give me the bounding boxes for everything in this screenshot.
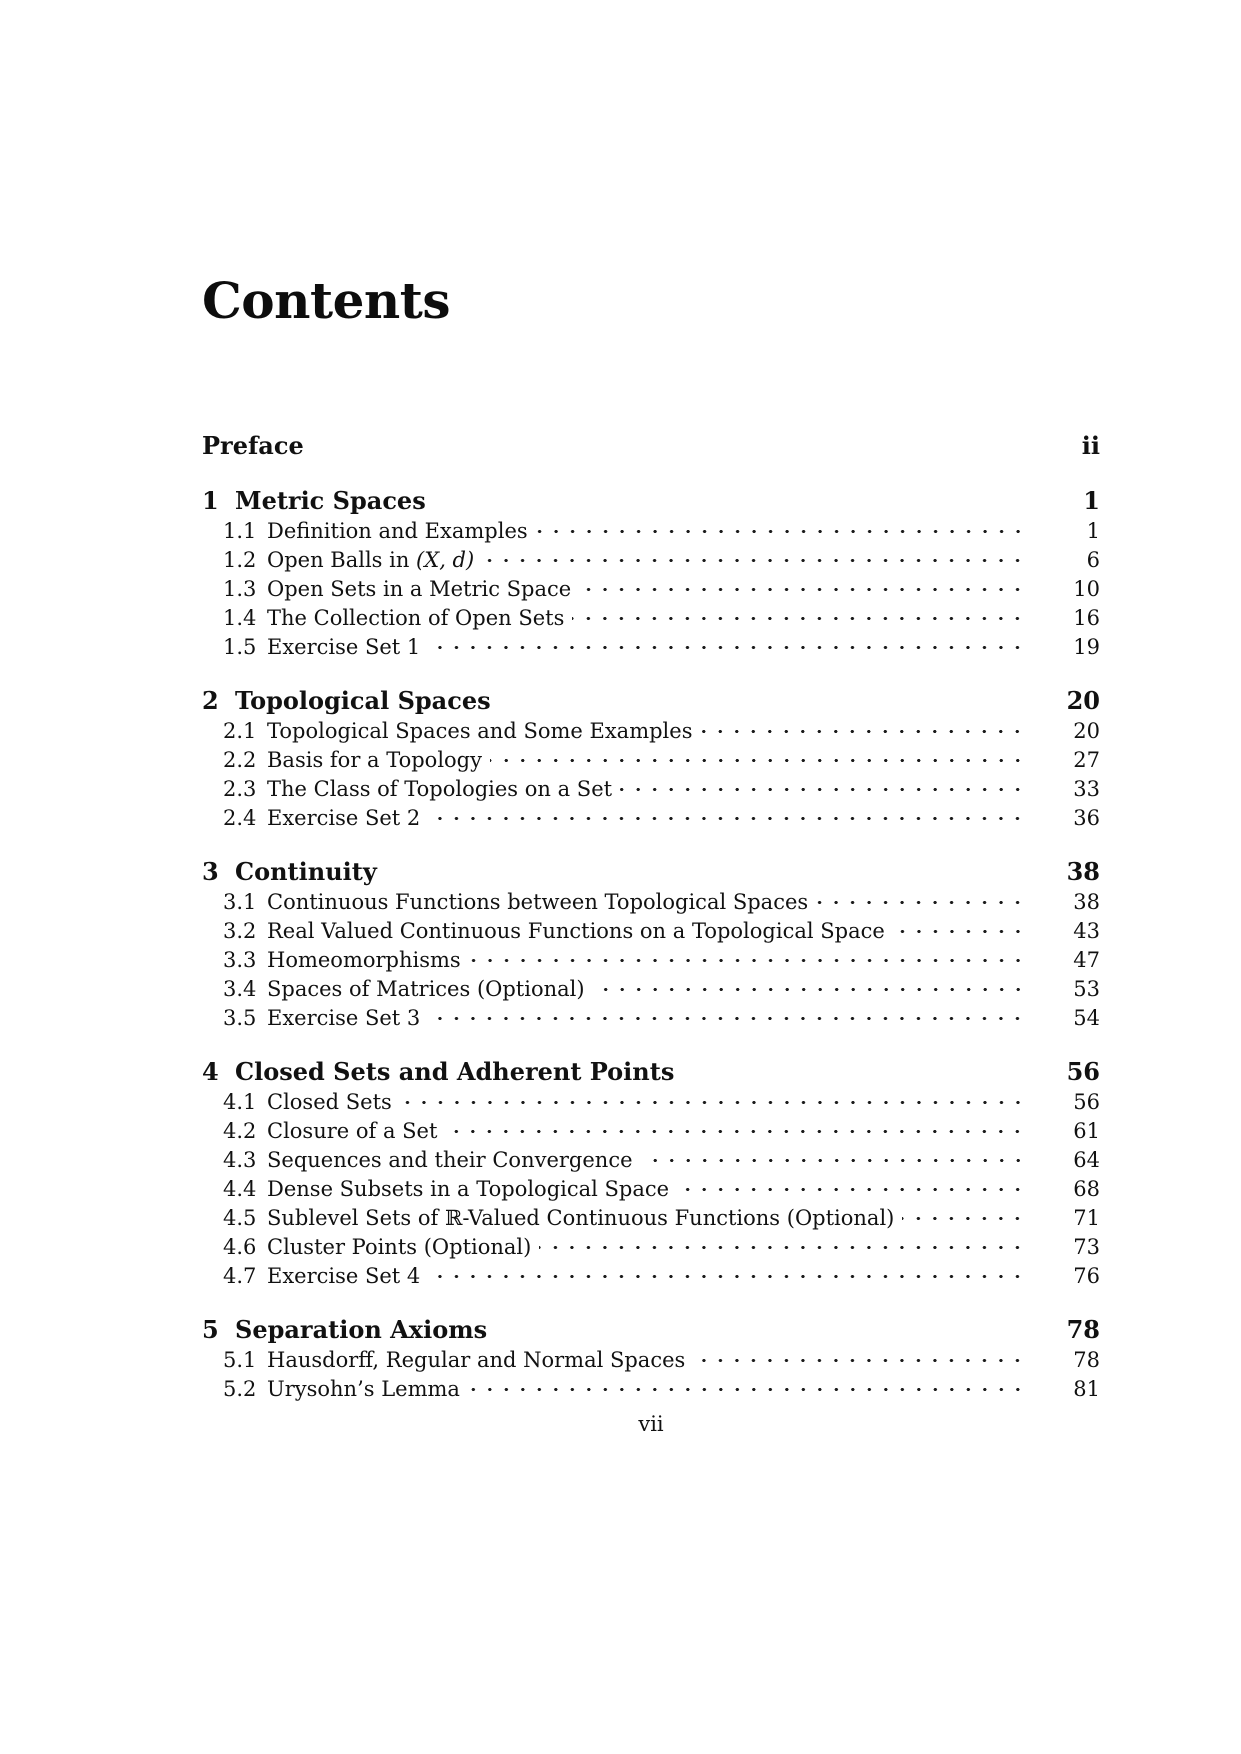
- table-of-contents: [202, 430, 1100, 1404]
- toc-entry-page: 71: [1073, 1205, 1100, 1230]
- toc-entry-title: Spaces of Matrices (Optional): [267, 976, 585, 1001]
- toc-entry-page: 1: [1086, 518, 1100, 543]
- toc-entry-title: Real Valued Continuous Functions on a Topological Space: [267, 918, 885, 943]
- chapter-block: [202, 1314, 1100, 1404]
- toc-entry-title: Separation Axioms: [235, 1314, 488, 1344]
- toc-entry-page: 27: [1073, 747, 1100, 772]
- toc-entry-page: 20: [1073, 718, 1100, 743]
- toc-chapter-row: [202, 685, 1100, 717]
- toc-entry-title: Basis for a Topology: [267, 747, 482, 772]
- toc-entry-page: 33: [1073, 776, 1100, 801]
- toc-entry-page: 19: [1073, 634, 1100, 659]
- toc-entry-number: 1.3: [223, 576, 257, 601]
- toc-entry-title: Topological Spaces: [235, 685, 491, 715]
- toc-entry-number: 4.2: [223, 1118, 257, 1143]
- dot-leader: [572, 604, 1028, 633]
- toc-entry-number: 3.5: [223, 1005, 257, 1030]
- toc-entry-title: Cluster Points (Optional): [267, 1234, 532, 1259]
- dot-leader: [428, 1004, 1028, 1033]
- toc-section-row: [202, 1004, 1100, 1033]
- toc-entry-title: Urysohn’s Lemma: [267, 1376, 460, 1401]
- toc-entry-page: 56: [1066, 1056, 1100, 1086]
- toc-chapter-row: [202, 1314, 1100, 1346]
- dot-leader: [468, 1375, 1028, 1404]
- toc-entry-page: 6: [1086, 547, 1100, 572]
- toc-entry-number: 2: [202, 685, 219, 715]
- toc-entry-page: ii: [1081, 430, 1100, 460]
- toc-section-row: [202, 1233, 1100, 1262]
- toc-section-row: [202, 546, 1100, 575]
- toc-section-row: [202, 946, 1100, 975]
- toc-entry-number: 4.4: [223, 1176, 257, 1201]
- toc-section-row: [202, 1262, 1100, 1291]
- toc-entry-title: The Class of Topologies on a Set: [267, 776, 613, 801]
- toc-entry-title: Dense Subsets in a Topological Space: [267, 1176, 670, 1201]
- toc-section-row: [202, 1117, 1100, 1146]
- toc-section-row: [202, 1204, 1100, 1233]
- dot-leader: [539, 1233, 1028, 1262]
- folio-page-number: vii: [638, 1412, 664, 1436]
- toc-entry-number: 2.4: [223, 805, 257, 830]
- toc-entry-title: Sequences and their Convergence: [267, 1147, 633, 1172]
- toc-entry-page: 78: [1066, 1314, 1100, 1344]
- toc-entry-page: 61: [1073, 1118, 1100, 1143]
- dot-leader: [593, 975, 1028, 1004]
- toc-entry-title: Continuous Functions between Topological Spaces: [267, 889, 809, 914]
- toc-chapter-row: [202, 856, 1100, 888]
- toc-entry-number: 2.1: [223, 718, 257, 743]
- toc-entry-number: 3: [202, 856, 219, 886]
- toc-entry-title: Exercise Set 3: [267, 1005, 421, 1030]
- toc-entry-title: Open Balls in (X, d): [267, 547, 475, 572]
- toc-entry-page: 78: [1073, 1347, 1100, 1372]
- front-matter-block: [202, 430, 1100, 462]
- math-inline: (X, d): [416, 547, 475, 572]
- toc-entry-page: 54: [1073, 1005, 1100, 1030]
- toc-entry-page: 53: [1073, 976, 1100, 1001]
- toc-entry-number: 1.4: [223, 605, 257, 630]
- toc-section-row: [202, 604, 1100, 633]
- dot-leader: [700, 717, 1028, 746]
- toc-section-row: [202, 1088, 1100, 1117]
- dot-leader: [536, 517, 1028, 546]
- toc-entry-page: 47: [1073, 947, 1100, 972]
- toc-entry-page: 73: [1073, 1234, 1100, 1259]
- toc-section-row: [202, 575, 1100, 604]
- toc-entry-number: 2.3: [223, 776, 257, 801]
- toc-entry-page: 81: [1073, 1376, 1100, 1401]
- toc-entry-page: 36: [1073, 805, 1100, 830]
- dot-leader: [579, 575, 1028, 604]
- dot-leader: [428, 1262, 1028, 1291]
- toc-chapter-row: [202, 485, 1100, 517]
- toc-entry-page: 38: [1066, 856, 1100, 886]
- toc-entry-title: Exercise Set 4: [267, 1263, 421, 1288]
- chapter-block: [202, 856, 1100, 1033]
- toc-section-row: [202, 804, 1100, 833]
- chapter-block: [202, 685, 1100, 833]
- dot-leader: [641, 1146, 1028, 1175]
- toc-section-row: [202, 917, 1100, 946]
- page-title: Contents: [202, 271, 451, 330]
- toc-entry-number: 3.4: [223, 976, 257, 1001]
- dot-leader: [469, 946, 1028, 975]
- toc-section-row: [202, 975, 1100, 1004]
- toc-entry-page: 43: [1073, 918, 1100, 943]
- dot-leader: [893, 917, 1028, 946]
- toc-front-matter-row: [202, 430, 1100, 462]
- toc-entry-title: The Collection of Open Sets: [267, 605, 565, 630]
- toc-entry-number: 1.1: [223, 518, 257, 543]
- toc-entry-number: 4: [202, 1056, 219, 1086]
- toc-entry-number: 5.1: [223, 1347, 257, 1372]
- toc-entry-number: 1: [202, 485, 219, 515]
- toc-entry-page: 56: [1073, 1089, 1100, 1114]
- toc-chapter-row: [202, 1056, 1100, 1088]
- toc-entry-page: 76: [1073, 1263, 1100, 1288]
- toc-entry-title: Homeomorphisms: [267, 947, 461, 972]
- dot-leader: [902, 1204, 1028, 1233]
- toc-entry-title: Closed Sets: [267, 1089, 392, 1114]
- toc-section-row: [202, 888, 1100, 917]
- toc-entry-title: Closure of a Set: [267, 1118, 438, 1143]
- toc-entry-number: 4.6: [223, 1234, 257, 1259]
- toc-section-row: [202, 775, 1100, 804]
- toc-entry-number: 4.1: [223, 1089, 257, 1114]
- dot-leader: [428, 633, 1028, 662]
- toc-section-row: [202, 1175, 1100, 1204]
- toc-entry-title: Continuity: [235, 856, 377, 886]
- toc-entry-title: Sublevel Sets of ℝ-Valued Continuous Functions (Optional): [267, 1205, 895, 1230]
- toc-section-row: [202, 517, 1100, 546]
- toc-entry-title: Definition and Examples: [267, 518, 528, 543]
- toc-entry-number: 3.1: [223, 889, 257, 914]
- toc-entry-page: 64: [1073, 1147, 1100, 1172]
- toc-entry-number: 4.7: [223, 1263, 257, 1288]
- toc-section-row: [202, 1146, 1100, 1175]
- toc-entry-title: Closed Sets and Adherent Points: [235, 1056, 675, 1086]
- toc-entry-page: 10: [1073, 576, 1100, 601]
- toc-entry-number: 5: [202, 1314, 219, 1344]
- toc-entry-page: 20: [1066, 685, 1100, 715]
- dot-leader: [816, 888, 1028, 917]
- toc-entry-number: 3.2: [223, 918, 257, 943]
- toc-entry-page: 1: [1083, 485, 1100, 515]
- dot-leader: [428, 804, 1028, 833]
- toc-entry-title: Metric Spaces: [235, 485, 426, 515]
- toc-entry-title: Preface: [202, 430, 304, 460]
- toc-section-row: [202, 1375, 1100, 1404]
- toc-section-row: [202, 633, 1100, 662]
- toc-entry-page: 16: [1073, 605, 1100, 630]
- dot-leader: [482, 546, 1028, 575]
- toc-entry-title: Open Sets in a Metric Space: [267, 576, 572, 601]
- toc-entry-title: Exercise Set 2: [267, 805, 421, 830]
- dot-leader: [620, 775, 1028, 804]
- toc-entry-title: Hausdorff, Regular and Normal Spaces: [267, 1347, 686, 1372]
- toc-section-row: [202, 746, 1100, 775]
- toc-entry-title: Topological Spaces and Some Examples: [267, 718, 693, 743]
- toc-section-row: [202, 1346, 1100, 1375]
- toc-entry-page: 68: [1073, 1176, 1100, 1201]
- toc-entry-number: 2.2: [223, 747, 257, 772]
- dot-leader: [490, 746, 1028, 775]
- dot-leader: [445, 1117, 1028, 1146]
- toc-entry-number: 4.3: [223, 1147, 257, 1172]
- toc-entry-number: 1.2: [223, 547, 257, 572]
- toc-entry-number: 4.5: [223, 1205, 257, 1230]
- toc-entry-number: 5.2: [223, 1376, 257, 1401]
- dot-leader: [400, 1088, 1028, 1117]
- toc-section-row: [202, 717, 1100, 746]
- toc-entry-page: 38: [1073, 889, 1100, 914]
- chapter-block: [202, 485, 1100, 662]
- dot-leader: [693, 1346, 1028, 1375]
- toc-entry-number: 3.3: [223, 947, 257, 972]
- dot-leader: [677, 1175, 1028, 1204]
- toc-entry-title: Exercise Set 1: [267, 634, 421, 659]
- chapter-block: [202, 1056, 1100, 1291]
- toc-entry-number: 1.5: [223, 634, 257, 659]
